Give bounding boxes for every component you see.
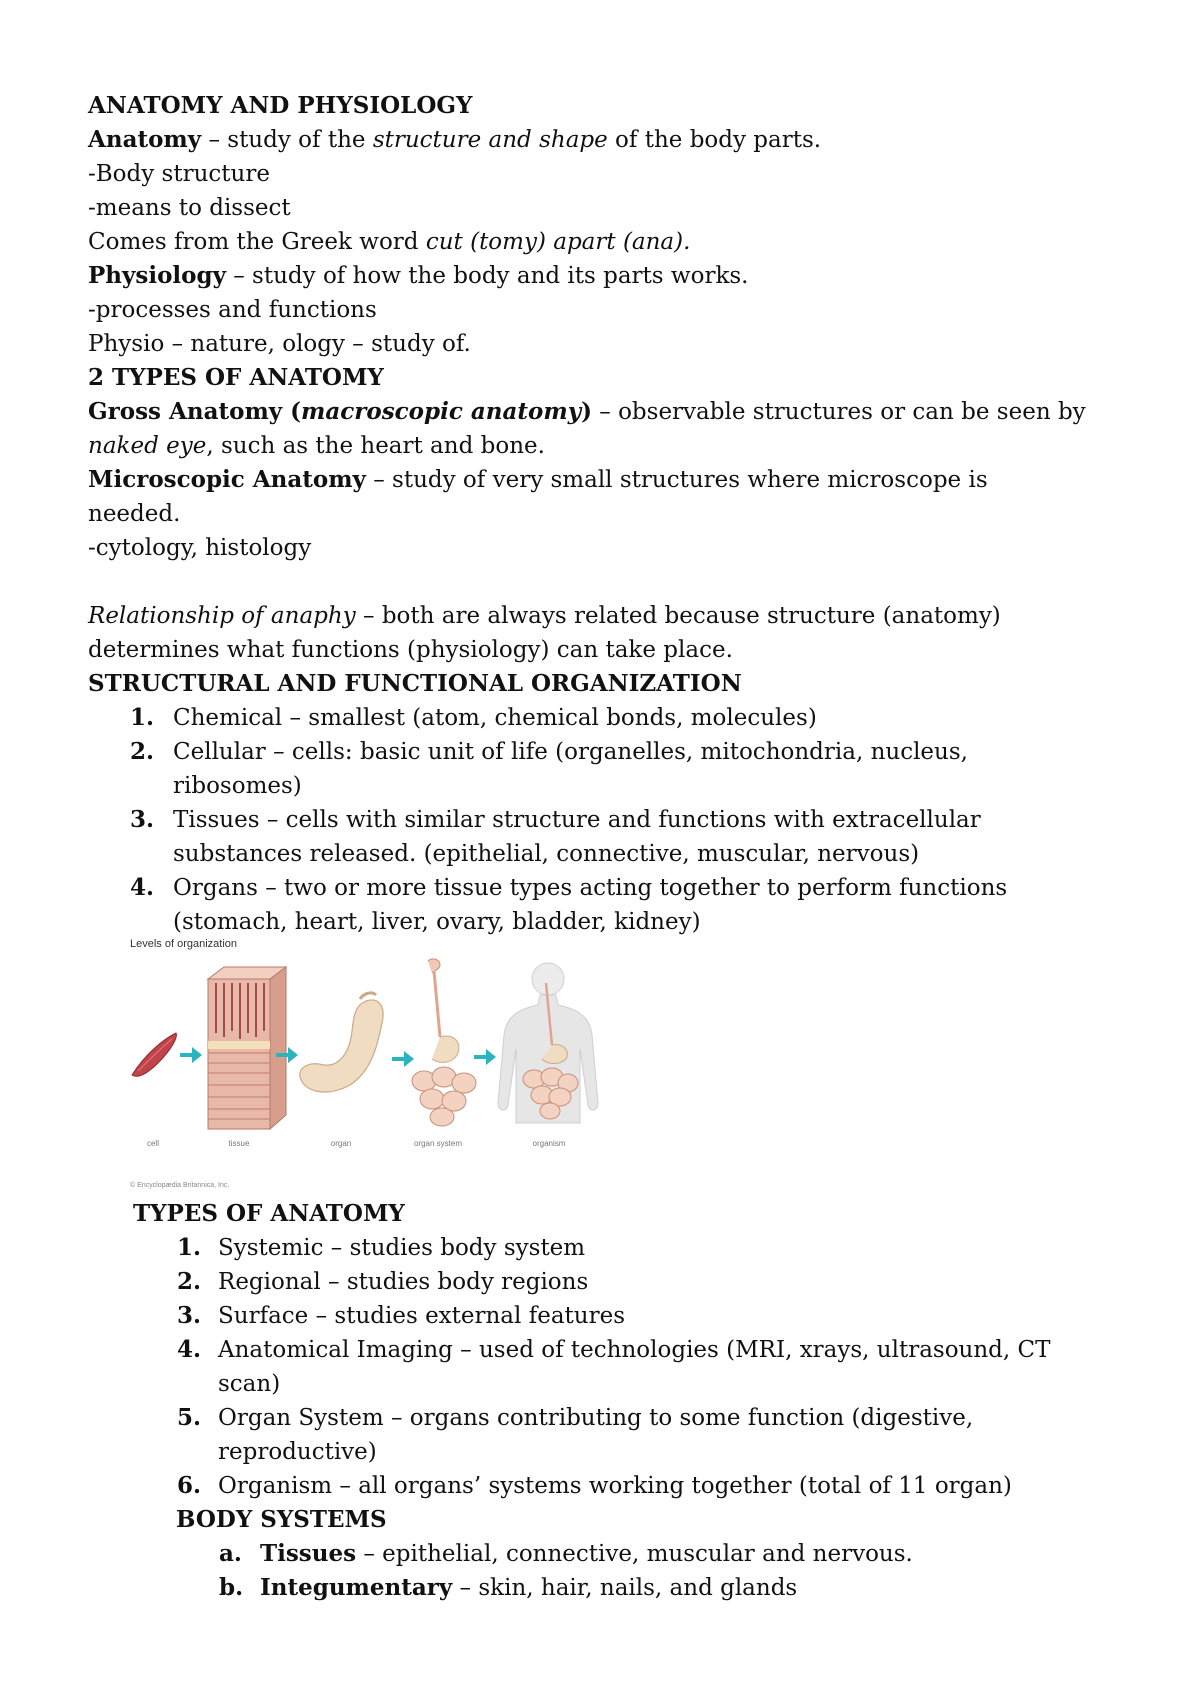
physiology-etymology: Physio – nature, ology – study of.	[88, 331, 471, 357]
microscopic-anatomy-definition	[88, 463, 1138, 497]
list-number: 1.	[130, 704, 155, 731]
relationship-definition-cont: determines what functions (physiology) can take place.	[88, 637, 733, 663]
greek-italic: cut (tomy) apart (ana).	[425, 229, 691, 255]
microscopic-anatomy-definition-cont: needed.	[88, 501, 181, 527]
list-item	[88, 1299, 1138, 1333]
list-number: 6.	[177, 1472, 202, 1499]
relationship-term: Relationship of anaphy	[88, 603, 356, 629]
list-item-text: Regional – studies body regions	[218, 1269, 589, 1295]
figure-label-tissue: tissue	[228, 1139, 250, 1148]
tissue-illustration	[208, 967, 286, 1129]
list-number: 4.	[130, 874, 155, 901]
list-item-text: scan)	[218, 1371, 281, 1397]
list-number: 1.	[177, 1234, 202, 1261]
list-letter: a.	[219, 1540, 242, 1567]
list-item	[88, 1469, 1138, 1503]
cell-illustration	[132, 1033, 176, 1076]
anatomy-def-pre: – study of the	[201, 127, 373, 153]
physiology-term: Physiology	[88, 262, 226, 289]
types-heading: 2 TYPES OF ANATOMY	[88, 364, 384, 391]
micro-def: – study of very small structures where microscope is	[365, 467, 988, 493]
anatomy-def-italic: structure and shape	[372, 127, 608, 153]
types-of-anatomy-heading: TYPES OF ANATOMY	[133, 1200, 405, 1227]
arrow-icon	[392, 1051, 414, 1067]
figure-label-cell: cell	[146, 1139, 159, 1148]
gross-term-post: )	[581, 398, 592, 425]
gross-def-post: , such as the heart and bone.	[206, 433, 545, 459]
physiology-definition	[88, 259, 1138, 293]
gross-term-pre: Gross Anatomy (	[88, 398, 302, 425]
gross-term-italic: macroscopic anatomy	[301, 398, 582, 425]
figure-title: Levels of organization	[130, 938, 238, 950]
greek-pre: Comes from the Greek word	[88, 229, 426, 255]
arrow-icon	[180, 1047, 202, 1063]
anatomy-bullet-1: -Body structure	[88, 161, 270, 187]
micro-term: Microscopic Anatomy	[88, 466, 366, 493]
list-letter: b.	[219, 1574, 244, 1601]
list-item-text: Surface – studies external features	[218, 1303, 625, 1329]
list-item	[88, 1571, 1138, 1605]
list-item	[88, 1265, 1138, 1299]
anatomy-definition	[88, 123, 1138, 157]
list-number: 4.	[177, 1336, 202, 1363]
arrow-icon	[474, 1049, 496, 1065]
figure-label-organism: organism	[532, 1139, 566, 1148]
anatomy-def-post: of the body parts.	[607, 127, 822, 153]
body-system-def: – skin, hair, nails, and glands	[452, 1575, 798, 1601]
document-title: ANATOMY AND PHYSIOLOGY	[88, 92, 473, 119]
microscopic-bullet-1: -cytology, histology	[88, 535, 312, 561]
levels-of-organization-figure	[128, 937, 618, 1197]
gross-anatomy-definition-cont	[88, 429, 1138, 463]
organism-illustration	[498, 963, 598, 1123]
list-item-text: reproductive)	[218, 1439, 377, 1465]
list-item-text: Anatomical Imaging – used of technologies (MRI, xrays, ultrasound, CT	[218, 1337, 1051, 1363]
list-number: 3.	[177, 1302, 202, 1329]
body-systems-heading: BODY SYSTEMS	[176, 1506, 387, 1533]
list-item-text: Organism – all organs’ systems working together (total of 11 organ)	[218, 1473, 1012, 1499]
anatomy-bullet-2: -means to dissect	[88, 195, 291, 221]
types-of-anatomy-list	[88, 1231, 1138, 1503]
list-item-text: Systemic – studies body system	[218, 1235, 586, 1261]
list-item	[88, 1401, 1138, 1469]
organization-heading: STRUCTURAL AND FUNCTIONAL ORGANIZATION	[88, 670, 742, 697]
gross-anatomy-definition	[88, 395, 1138, 429]
list-item	[88, 1537, 1138, 1571]
gross-def-pre: – observable structures or can be seen by	[591, 399, 1086, 425]
organ-system-illustration	[412, 959, 476, 1126]
list-number: 3.	[130, 806, 155, 833]
relationship-def: – both are always related because structure (anatomy)	[355, 603, 1001, 629]
document-content	[88, 89, 1138, 1605]
physiology-def: – study of how the body and its parts works.	[225, 263, 749, 289]
organization-list	[88, 701, 1138, 939]
physiology-bullet-1: -processes and functions	[88, 297, 377, 323]
blank-line	[88, 565, 1138, 599]
list-item	[88, 1333, 1138, 1401]
figure-illustration	[128, 953, 618, 1143]
list-item	[88, 735, 1138, 803]
list-item-text: Tissues – cells with similar structure and functions with extracellular	[173, 807, 981, 833]
list-number: 2.	[177, 1268, 202, 1295]
list-item	[88, 803, 1138, 871]
gross-def-italic: naked eye	[88, 433, 207, 459]
body-systems-list	[88, 1537, 1138, 1605]
body-system-def: – epithelial, connective, muscular and nervous.	[356, 1541, 913, 1567]
anatomy-term: Anatomy	[88, 126, 202, 153]
anatomy-greek-origin	[88, 225, 1138, 259]
figure-label-organ-system: organ system	[413, 1139, 463, 1148]
list-item	[88, 701, 1138, 735]
list-number: 2.	[130, 738, 155, 765]
relationship-definition	[88, 599, 1138, 633]
list-item-text: substances released. (epithelial, connective, muscular, nervous)	[173, 841, 920, 867]
figure-label-organ: organ	[330, 1139, 352, 1148]
list-item-text: Cellular – cells: basic unit of life (organelles, mitochondria, nucleus,	[173, 739, 968, 765]
list-item	[88, 1231, 1138, 1265]
figure-credit: © Encyclopædia Britannica, Inc.	[130, 1182, 230, 1189]
list-item-text: ribosomes)	[173, 773, 302, 799]
list-item-text: (stomach, heart, liver, ovary, bladder, kidney)	[173, 909, 701, 935]
body-system-term: Integumentary	[260, 1574, 453, 1601]
list-item-text: Organs – two or more tissue types acting together to perform functions	[173, 875, 1008, 901]
list-item-text: Organ System – organs contributing to some function (digestive,	[218, 1405, 974, 1431]
list-item-text: Chemical – smallest (atom, chemical bonds, molecules)	[173, 705, 817, 731]
body-system-term: Tissues	[260, 1540, 357, 1567]
organ-illustration	[300, 993, 383, 1092]
list-item	[88, 871, 1138, 939]
list-number: 5.	[177, 1404, 202, 1431]
